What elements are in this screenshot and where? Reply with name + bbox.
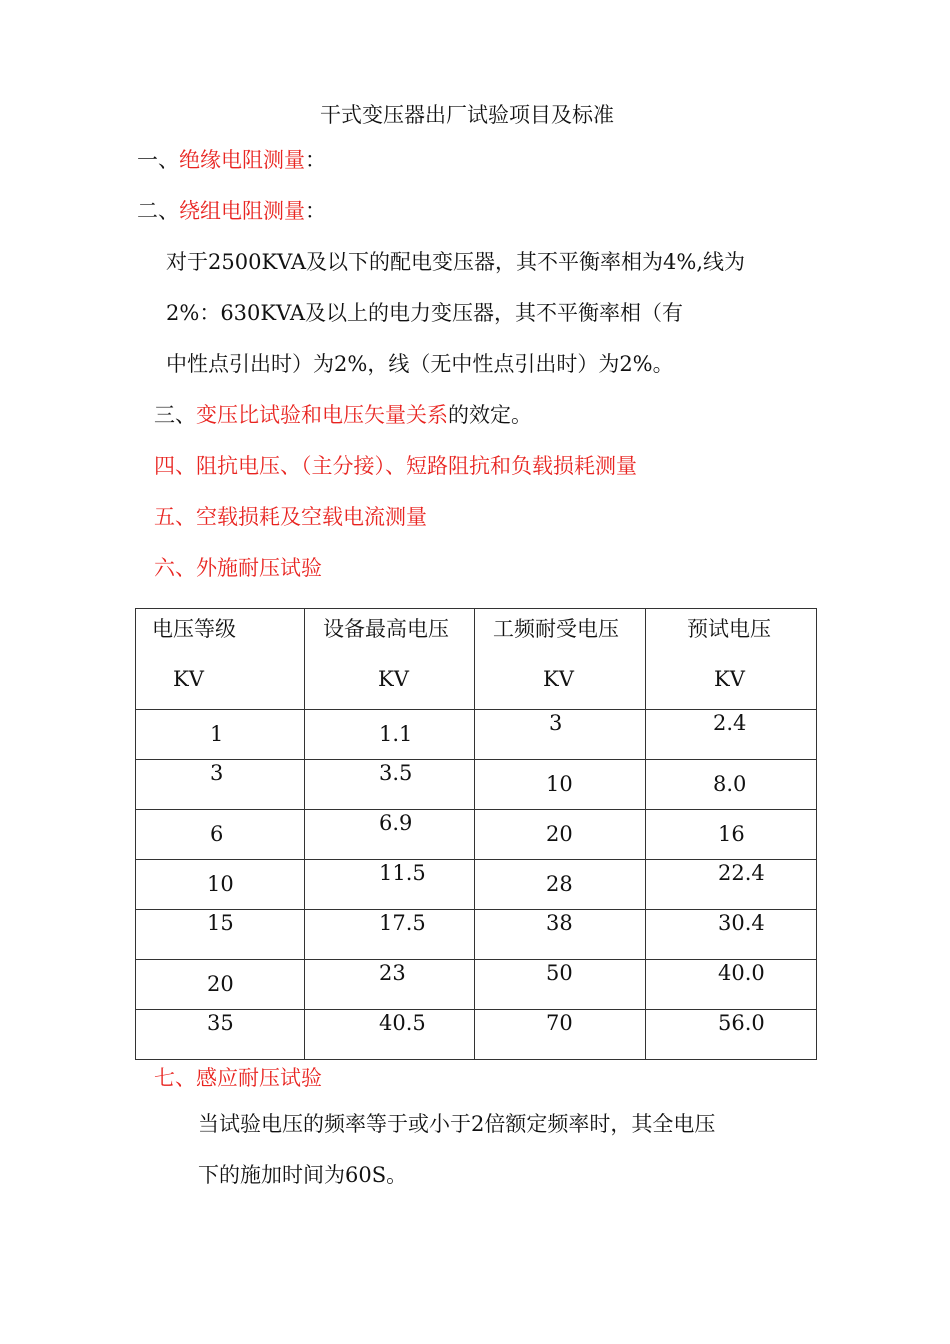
section-2-heading bbox=[137, 199, 326, 224]
section-3-number: 三、 bbox=[154, 403, 196, 427]
cell-value: 50 bbox=[546, 961, 573, 985]
header-unit: KV bbox=[714, 667, 745, 691]
table-row bbox=[136, 860, 817, 910]
table-cell bbox=[305, 860, 475, 910]
section-6-heading: 六、外施耐压试验 bbox=[154, 556, 322, 580]
section-3-suffix: 的效定。 bbox=[448, 403, 532, 427]
cell-value: 16 bbox=[718, 822, 745, 846]
cell-value: 8.0 bbox=[713, 772, 747, 796]
table-cell bbox=[136, 810, 305, 860]
section-3-heading bbox=[154, 403, 532, 428]
header-cell bbox=[646, 609, 817, 710]
table-cell bbox=[136, 860, 305, 910]
table-cell bbox=[136, 710, 305, 760]
cell-value: 28 bbox=[546, 872, 573, 896]
cell-value: 40.5 bbox=[379, 1011, 426, 1035]
header-name: 预试电压 bbox=[687, 617, 771, 641]
section-1-suffix: ： bbox=[305, 148, 326, 172]
header-name: 设备最高电压 bbox=[323, 617, 449, 641]
table-cell bbox=[305, 760, 475, 810]
cell-value: 17.5 bbox=[379, 911, 426, 935]
section-4-heading: 四、阻抗电压、（主分接）、短路阻抗和负载损耗测量 bbox=[154, 454, 637, 478]
cell-value: 38 bbox=[546, 911, 573, 935]
section-7-body-line-2: 下的施加时间为60S。 bbox=[198, 1163, 408, 1187]
cell-value: 15 bbox=[207, 911, 234, 935]
cell-value: 10 bbox=[207, 872, 234, 896]
section-5-heading: 五、空载损耗及空载电流测量 bbox=[154, 505, 427, 529]
section-2-body-line-2: 2%：630KVA及以上的电力变压器，其不平衡率相（有 bbox=[166, 301, 683, 325]
section-2-title: 绕组电阻测量 bbox=[179, 199, 305, 223]
cell-value: 22.4 bbox=[718, 861, 765, 885]
header-cell bbox=[305, 609, 475, 710]
table-cell bbox=[305, 910, 475, 960]
table-cell bbox=[136, 960, 305, 1010]
cell-value: 11.5 bbox=[379, 861, 426, 885]
table-row bbox=[136, 760, 817, 810]
header-name: 电压等级 bbox=[152, 617, 236, 641]
cell-value: 70 bbox=[546, 1011, 573, 1035]
table-cell bbox=[475, 910, 646, 960]
cell-value: 6.9 bbox=[379, 811, 413, 835]
cell-value: 40.0 bbox=[718, 961, 765, 985]
section-7-body-line-1: 当试验电压的频率等于或小于2倍额定频率时，其全电压 bbox=[198, 1112, 716, 1136]
header-unit: KV bbox=[173, 667, 204, 691]
cell-value: 6 bbox=[210, 822, 224, 846]
table-cell bbox=[136, 910, 305, 960]
cell-value: 1.1 bbox=[379, 722, 413, 746]
section-1-heading bbox=[137, 148, 326, 173]
table-cell bbox=[136, 760, 305, 810]
header-name: 工频耐受电压 bbox=[493, 617, 619, 641]
table-row bbox=[136, 810, 817, 860]
header-unit: KV bbox=[543, 667, 574, 691]
cell-value: 30.4 bbox=[718, 911, 765, 935]
table-row bbox=[136, 910, 817, 960]
table-row bbox=[136, 960, 817, 1010]
table-cell bbox=[646, 710, 817, 760]
section-2-suffix: ： bbox=[305, 199, 326, 223]
table-row bbox=[136, 710, 817, 760]
section-2-number: 二、 bbox=[137, 199, 179, 223]
table-cell bbox=[646, 1010, 817, 1060]
section-2-body-line-3: 中性点引出时）为2%，线（无中性点引出时）为2%。 bbox=[166, 352, 674, 376]
table-cell bbox=[646, 860, 817, 910]
section-7-heading: 七、感应耐压试验 bbox=[154, 1066, 322, 1090]
table-cell bbox=[305, 960, 475, 1010]
section-2-body-line-1: 对于2500KVA及以下的配电变压器，其不平衡率相为4%,线为 bbox=[166, 250, 746, 274]
page-title: 干式变压器出厂试验项目及标准 bbox=[320, 103, 614, 127]
cell-value: 20 bbox=[546, 822, 573, 846]
table-cell bbox=[646, 960, 817, 1010]
section-1-title: 绝缘电阻测量 bbox=[179, 148, 305, 172]
section-3-title: 变压比试验和电压矢量关系 bbox=[196, 403, 448, 427]
cell-value: 3 bbox=[210, 761, 224, 785]
cell-value: 23 bbox=[379, 961, 406, 985]
table-row bbox=[136, 1010, 817, 1060]
cell-value: 56.0 bbox=[718, 1011, 765, 1035]
table-cell bbox=[475, 1010, 646, 1060]
table-cell bbox=[305, 1010, 475, 1060]
table-cell bbox=[646, 910, 817, 960]
cell-value: 20 bbox=[207, 972, 234, 996]
cell-value: 3.5 bbox=[379, 761, 413, 785]
header-cell bbox=[136, 609, 305, 710]
table-cell bbox=[305, 710, 475, 760]
table-cell bbox=[475, 810, 646, 860]
section-1-number: 一、 bbox=[137, 148, 179, 172]
withstand-voltage-table bbox=[135, 608, 817, 1060]
table-cell bbox=[475, 960, 646, 1010]
table-cell bbox=[305, 810, 475, 860]
cell-value: 3 bbox=[549, 711, 563, 735]
cell-value: 35 bbox=[207, 1011, 234, 1035]
cell-value: 2.4 bbox=[713, 711, 747, 735]
table-cell bbox=[136, 1010, 305, 1060]
table-cell bbox=[475, 860, 646, 910]
cell-value: 1 bbox=[210, 722, 224, 746]
table-cell bbox=[475, 760, 646, 810]
table-cell bbox=[646, 760, 817, 810]
header-unit: KV bbox=[378, 667, 409, 691]
table-cell bbox=[475, 710, 646, 760]
table-cell bbox=[646, 810, 817, 860]
header-cell bbox=[475, 609, 646, 710]
cell-value: 10 bbox=[546, 772, 573, 796]
table-header-row bbox=[136, 609, 817, 710]
